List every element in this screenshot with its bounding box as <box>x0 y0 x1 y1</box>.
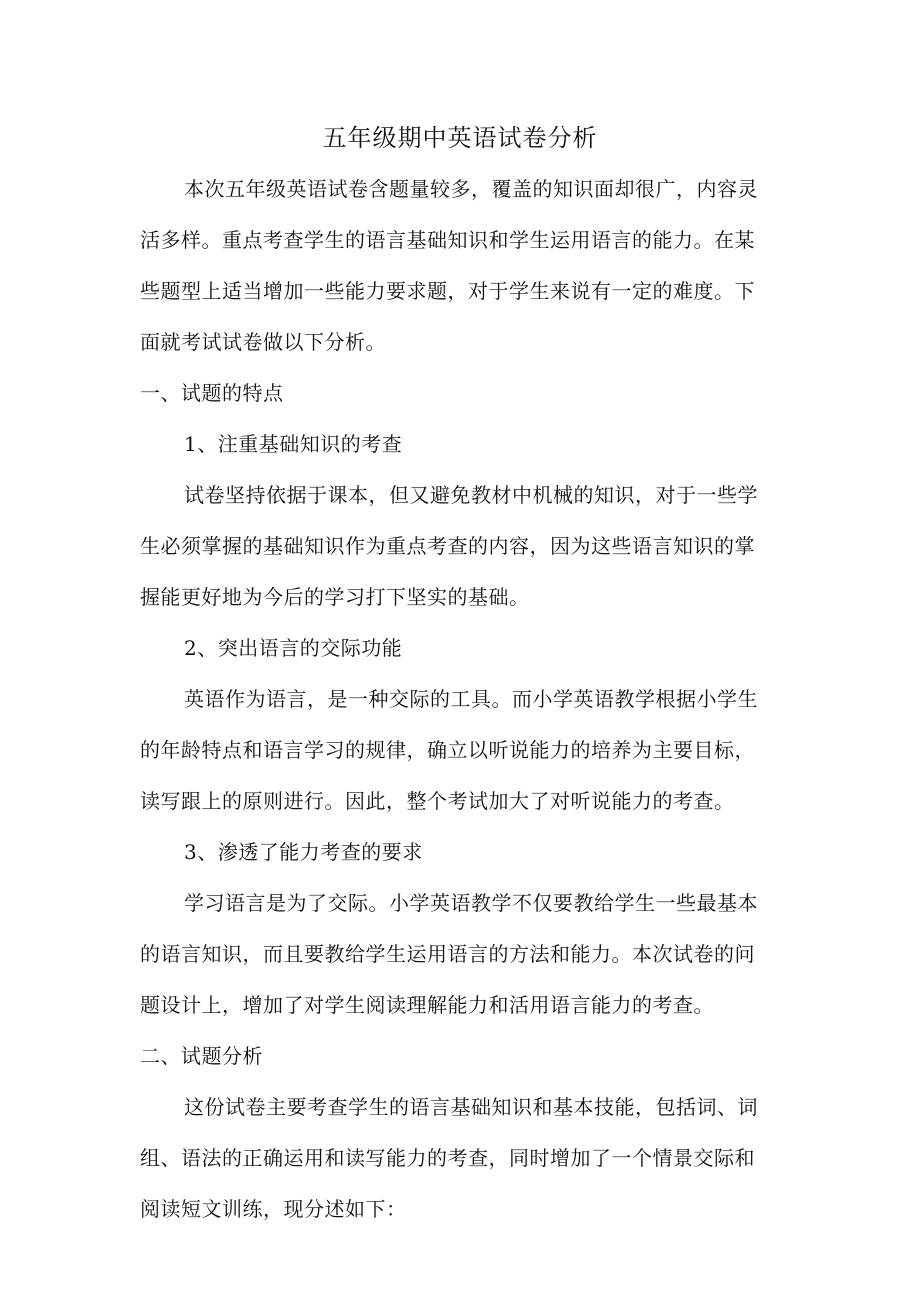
paragraph-line: 的年龄特点和语言学习的规律，确立以听说能力的培养为主要目标， <box>140 738 755 762</box>
paragraph-line: 活多样。重点考查学生的语言基础知识和学生运用语言的能力。在某 <box>140 228 755 252</box>
paragraph-line: 些题型上适当增加一些能力要求题，对于学生来说有一定的难度。下 <box>140 279 755 303</box>
section-heading: 二、试题分析 <box>140 1044 263 1068</box>
paragraph-line: 英语作为语言，是一种交际的工具。而小学英语教学根据小学生 <box>184 687 758 711</box>
paragraph-line: 学习语言是为了交际。小学英语教学不仅要教给学生一些最基本 <box>184 891 758 915</box>
paragraph-line: 这份试卷主要考查学生的语言基础知识和基本技能，包括词、词 <box>184 1095 758 1119</box>
paragraph-line: 生必须掌握的基础知识作为重点考查的内容，因为这些语言知识的掌 <box>140 534 755 558</box>
paragraph-line: 读写跟上的原则进行。因此，整个考试加大了对听说能力的考查。 <box>140 789 735 813</box>
paragraph-line: 面就考试试卷做以下分析。 <box>140 330 386 354</box>
subsection-heading: 2、突出语言的交际功能 <box>184 636 403 660</box>
paragraph-line: 握能更好地为今后的学习打下坚实的基础。 <box>140 585 530 609</box>
subsection-heading: 3、渗透了能力考查的要求 <box>184 840 423 864</box>
section-heading: 一、试题的特点 <box>140 381 284 405</box>
document-title: 五年级期中英语试卷分析 <box>322 124 598 152</box>
paragraph-line: 的语言知识，而且要教给学生运用语言的方法和能力。本次试卷的问 <box>140 942 755 966</box>
paragraph-line: 本次五年级英语试卷含题量较多，覆盖的知识面却很广，内容灵 <box>184 177 758 201</box>
paragraph-line: 题设计上，增加了对学生阅读理解能力和活用语言能力的考查。 <box>140 993 714 1017</box>
paragraph-line: 阅读短文训练，现分述如下： <box>140 1197 407 1221</box>
paragraph-line: 试卷坚持依据于课本，但又避免教材中机械的知识，对于一些学 <box>184 483 758 507</box>
paragraph-line: 组、语法的正确运用和读写能力的考查，同时增加了一个情景交际和 <box>140 1146 755 1170</box>
subsection-heading: 1、注重基础知识的考查 <box>184 432 403 456</box>
